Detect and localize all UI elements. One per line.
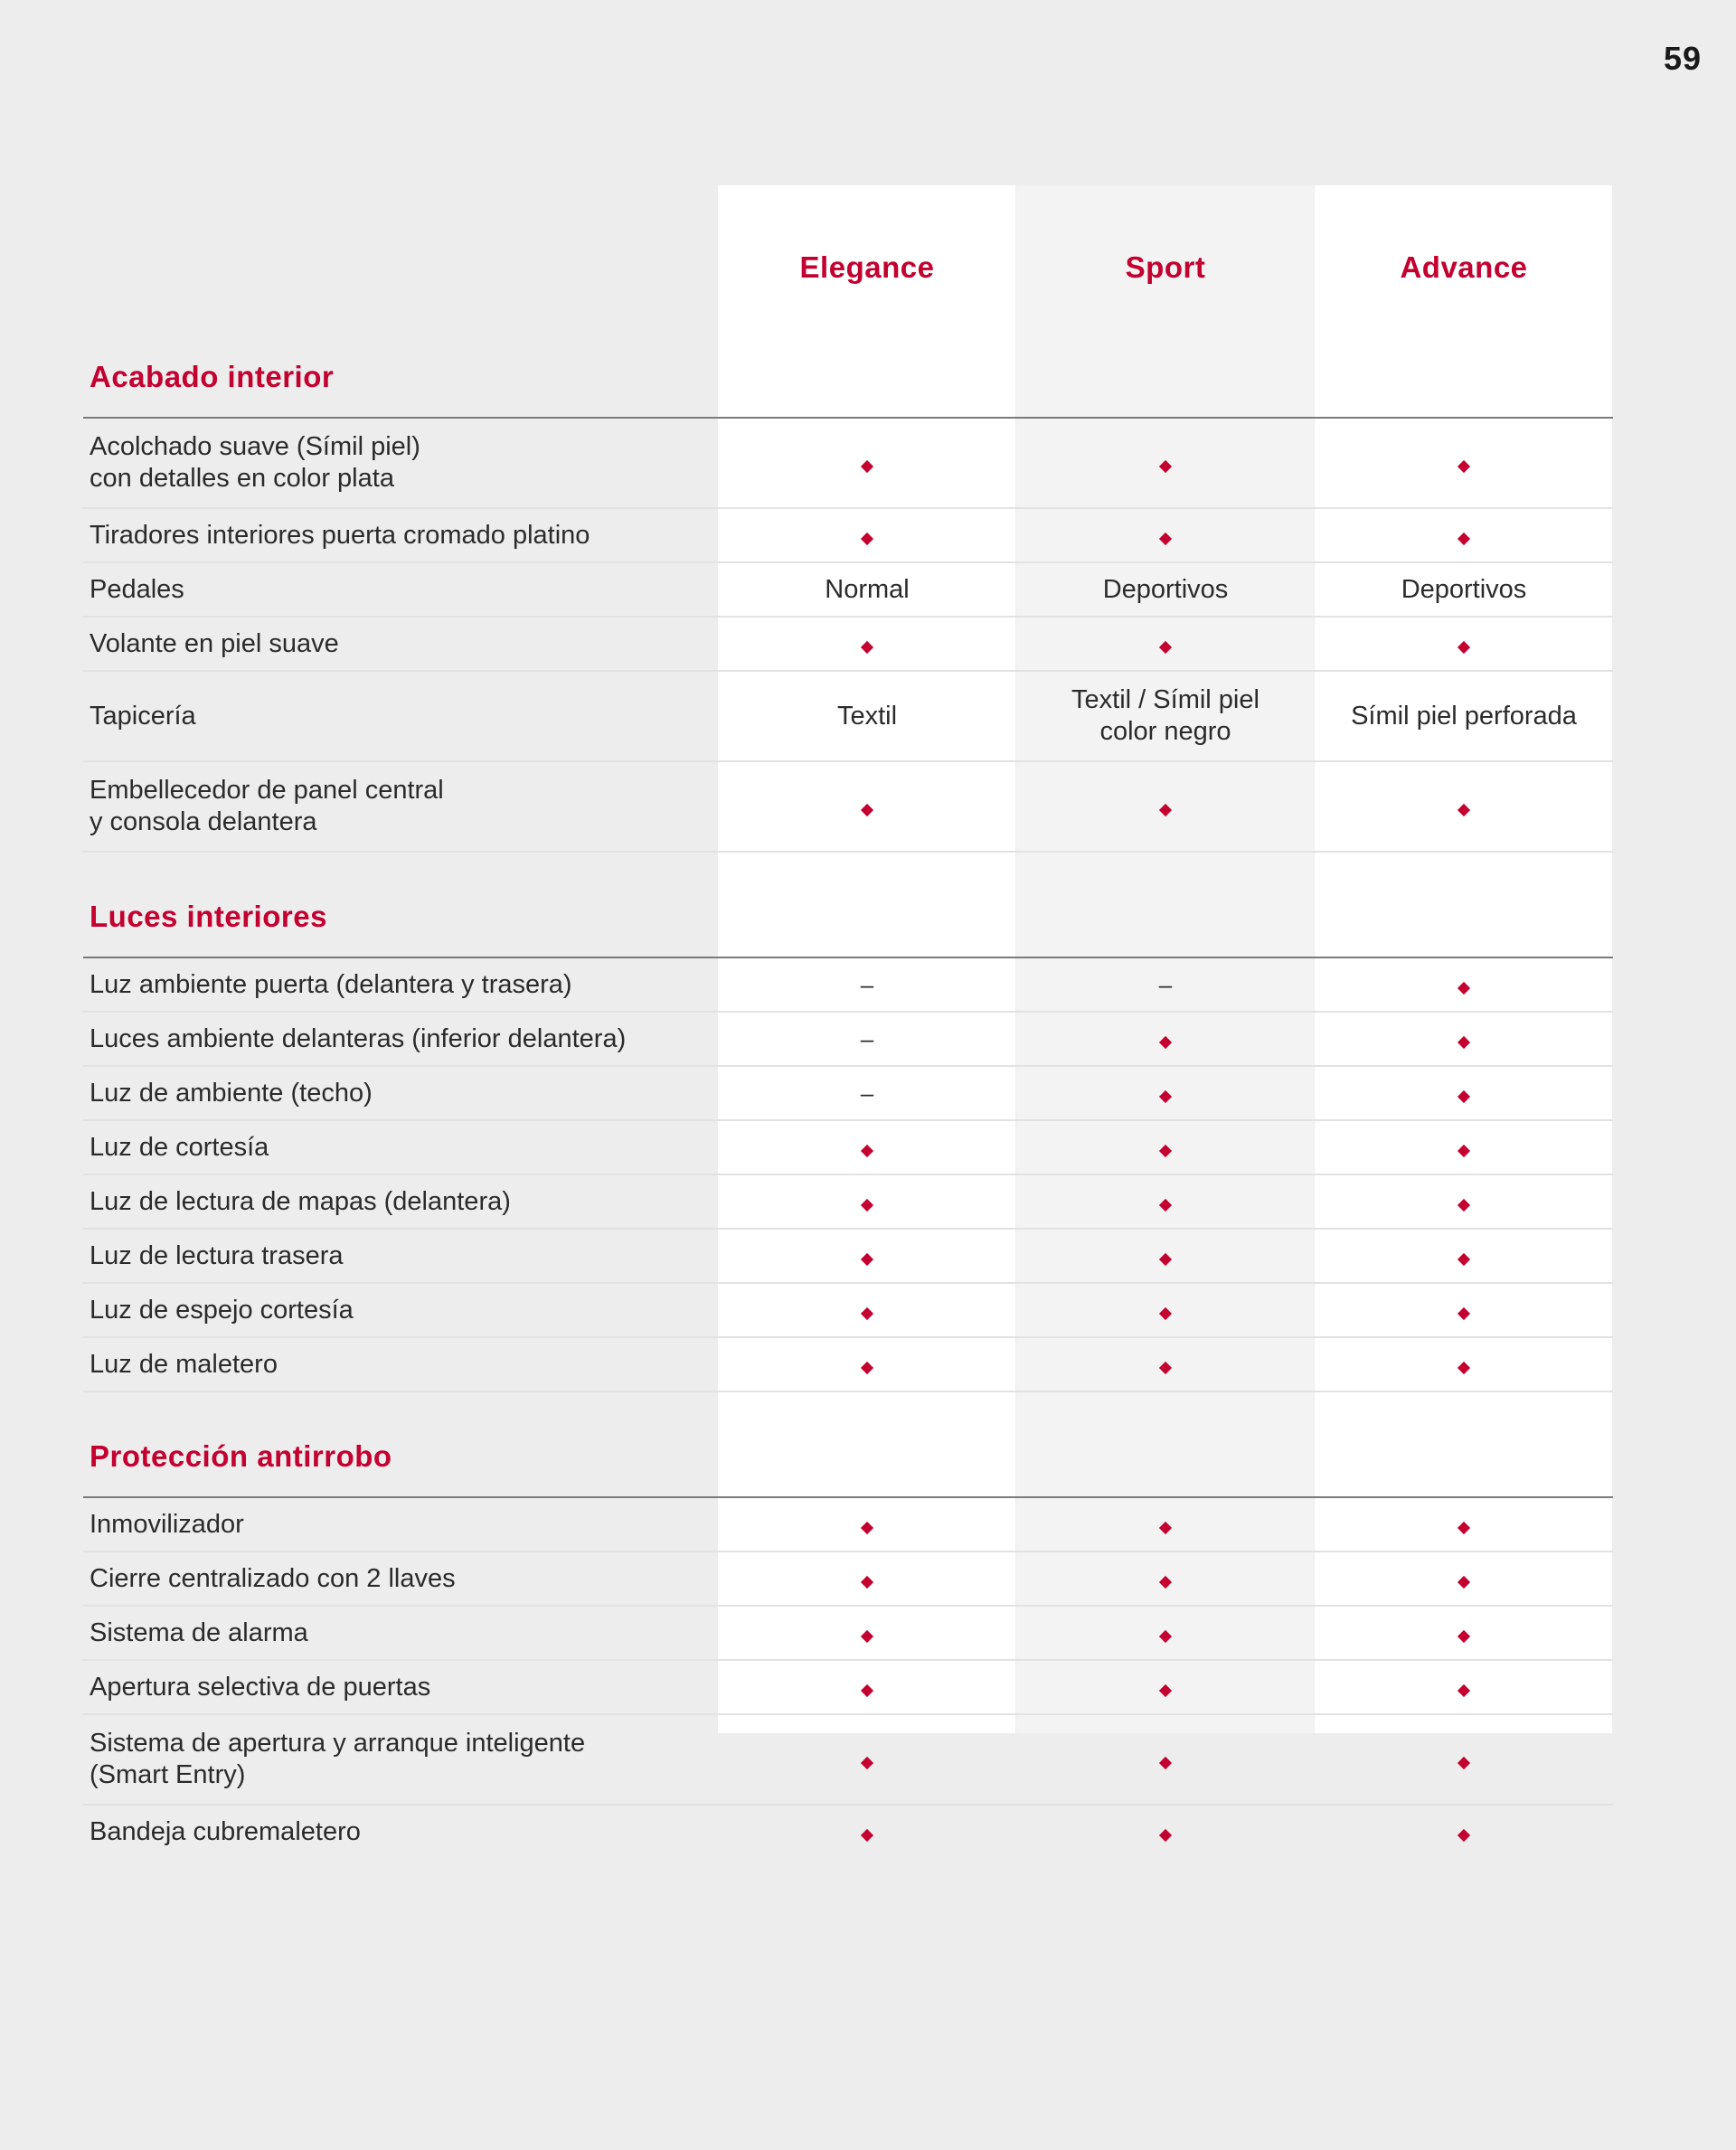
value-cell-advance	[1315, 1229, 1613, 1283]
diamond-bullet-icon	[1458, 1252, 1470, 1265]
diamond-bullet-icon	[861, 1629, 873, 1642]
feature-label-line: Luz de ambiente (techo)	[90, 1078, 373, 1108]
value-cell-sport	[1016, 671, 1315, 761]
diamond-bullet-icon	[1458, 1144, 1470, 1156]
feature-label-line: Volante en piel suave	[90, 628, 339, 658]
value-text: Textil	[836, 701, 898, 731]
table-row	[83, 1229, 1613, 1283]
diamond-bullet-icon	[1458, 1521, 1470, 1533]
table-row	[83, 1012, 1613, 1066]
section-title: Acabado interior	[83, 185, 718, 418]
value-cell-sport	[1016, 1283, 1315, 1337]
empty-section-cell	[718, 852, 1016, 957]
value-cell-sport	[1016, 1551, 1315, 1606]
value-cell-sport	[1016, 1174, 1315, 1229]
value-cell-elegance	[718, 761, 1016, 852]
diamond-bullet-icon	[861, 1361, 873, 1373]
feature-label	[83, 1229, 718, 1283]
empty-section-cell	[1315, 852, 1613, 957]
feature-label-line: Luz ambiente puerta (delantera y trasera)	[90, 969, 572, 999]
value-cell-elegance	[718, 562, 1016, 617]
section-title: Luces interiores	[83, 852, 718, 957]
value-cell-advance	[1315, 1283, 1613, 1337]
value-cell-advance	[1315, 1714, 1613, 1805]
value-cell-sport	[1016, 957, 1315, 1012]
value-text: Deportivos	[1102, 574, 1229, 604]
feature-label-line: Tapicería	[90, 701, 196, 731]
value-cell-elegance	[718, 1714, 1016, 1805]
value-cell-sport	[1016, 1012, 1315, 1066]
feature-label	[83, 418, 718, 508]
feature-label	[83, 617, 718, 671]
diamond-bullet-icon	[861, 1252, 873, 1265]
value-cell-elegance	[718, 1283, 1016, 1337]
diamond-bullet-icon	[861, 1756, 873, 1768]
diamond-bullet-icon	[861, 1521, 873, 1533]
value-cell-sport	[1016, 1229, 1315, 1283]
value-cell-sport	[1016, 1660, 1315, 1714]
value-cell-sport	[1016, 562, 1315, 617]
table-row	[83, 562, 1613, 617]
table-row	[83, 1805, 1613, 1858]
value-cell-advance	[1315, 761, 1613, 852]
diamond-bullet-icon	[1458, 640, 1470, 653]
empty-section-cell	[1315, 1391, 1613, 1497]
feature-label-line: (Smart Entry)	[90, 1760, 246, 1789]
section-header-row	[83, 1391, 1613, 1497]
diamond-bullet-icon	[1458, 1035, 1470, 1048]
value-cell-elegance	[718, 1606, 1016, 1660]
value-cell-advance	[1315, 671, 1613, 761]
value-cell-sport	[1016, 617, 1315, 671]
value-cell-advance	[1315, 562, 1613, 617]
value-cell-advance	[1315, 1337, 1613, 1391]
diamond-bullet-icon	[1159, 1306, 1172, 1319]
table-row	[83, 617, 1613, 671]
diamond-bullet-icon	[1458, 1089, 1470, 1102]
feature-label	[83, 508, 718, 562]
value-cell-sport	[1016, 418, 1315, 508]
feature-label	[83, 1066, 718, 1120]
feature-label-line: Tiradores interiores puerta cromado platino	[90, 520, 590, 550]
value-cell-sport	[1016, 508, 1315, 562]
diamond-bullet-icon	[1458, 1629, 1470, 1642]
feature-label-line: Luz de espejo cortesía	[90, 1295, 354, 1325]
diamond-bullet-icon	[1159, 1144, 1172, 1156]
table-row	[83, 761, 1613, 852]
feature-label-line: Pedales	[90, 574, 184, 604]
feature-label-line: Apertura selectiva de puertas	[90, 1672, 431, 1702]
diamond-bullet-icon	[1159, 1575, 1172, 1588]
diamond-bullet-icon	[861, 1144, 873, 1156]
diamond-bullet-icon	[1159, 1828, 1172, 1841]
table-row	[83, 1660, 1613, 1714]
value-cell-sport	[1016, 1066, 1315, 1120]
feature-label	[83, 671, 718, 761]
feature-label	[83, 1660, 718, 1714]
feature-label	[83, 1174, 718, 1229]
diamond-bullet-icon	[1458, 981, 1470, 994]
table-row	[83, 1606, 1613, 1660]
feature-label-line: Inmovilizador	[90, 1509, 244, 1539]
value-cell-elegance	[718, 1174, 1016, 1229]
feature-label	[83, 1283, 718, 1337]
feature-label	[83, 1714, 718, 1805]
diamond-bullet-icon	[1159, 1521, 1172, 1533]
diamond-bullet-icon	[1458, 1361, 1470, 1373]
value-cell-advance	[1315, 1066, 1613, 1120]
feature-label-line: Luz de lectura de mapas (delantera)	[90, 1186, 511, 1216]
value-text: Textil / Símil piel color negro	[1071, 685, 1260, 746]
feature-label	[83, 1805, 718, 1858]
value-cell-advance	[1315, 1660, 1613, 1714]
empty-section-cell	[1016, 852, 1315, 957]
feature-label-line: Acolchado suave (Símil piel)	[90, 432, 420, 461]
feature-label-line: con detalles en color plata	[90, 464, 394, 493]
diamond-bullet-icon	[1159, 803, 1172, 816]
variant-header-advance: Advance	[1315, 185, 1613, 418]
feature-label-line: Sistema de alarma	[90, 1617, 308, 1647]
value-cell-advance	[1315, 1805, 1613, 1858]
value-cell-advance	[1315, 1174, 1613, 1229]
diamond-bullet-icon	[1159, 1361, 1172, 1373]
diamond-bullet-icon	[1159, 640, 1172, 653]
value-cell-elegance	[718, 508, 1016, 562]
feature-label	[83, 1120, 718, 1174]
value-cell-sport	[1016, 761, 1315, 852]
value-cell-sport	[1016, 1337, 1315, 1391]
diamond-bullet-icon	[1458, 1198, 1470, 1211]
feature-label	[83, 1497, 718, 1551]
diamond-bullet-icon	[1159, 1252, 1172, 1265]
value-cell-elegance	[718, 1229, 1016, 1283]
diamond-bullet-icon	[861, 532, 873, 544]
value-cell-advance	[1315, 1606, 1613, 1660]
diamond-bullet-icon	[861, 1575, 873, 1588]
diamond-bullet-icon	[861, 1198, 873, 1211]
value-cell-sport	[1016, 1714, 1315, 1805]
feature-label-line: Luz de maletero	[90, 1349, 278, 1379]
value-text: Normal	[825, 574, 910, 604]
value-cell-elegance	[718, 617, 1016, 671]
diamond-bullet-icon	[1458, 459, 1470, 472]
section-header-row	[83, 852, 1613, 957]
empty-section-cell	[1016, 1391, 1315, 1497]
diamond-bullet-icon	[861, 1828, 873, 1841]
diamond-bullet-icon	[1458, 1756, 1470, 1768]
diamond-bullet-icon	[1458, 1683, 1470, 1696]
section-header-row	[83, 185, 1613, 418]
feature-label	[83, 1606, 718, 1660]
not-available-dash: –	[860, 1079, 874, 1107]
table-row	[83, 1551, 1613, 1606]
diamond-bullet-icon	[1159, 1035, 1172, 1048]
value-cell-sport	[1016, 1606, 1315, 1660]
diamond-bullet-icon	[1458, 1828, 1470, 1841]
feature-label-line: Sistema de apertura y arranque inteligente	[90, 1729, 586, 1758]
table-row	[83, 1714, 1613, 1805]
spec-table-wrapper	[83, 185, 1613, 1858]
diamond-bullet-icon	[1458, 1306, 1470, 1319]
table-row	[83, 1283, 1613, 1337]
value-text: Símil piel perforada	[1351, 701, 1577, 731]
value-cell-advance	[1315, 617, 1613, 671]
value-cell-elegance	[718, 1012, 1016, 1066]
table-row	[83, 418, 1613, 508]
table-row	[83, 1174, 1613, 1229]
table-row	[83, 957, 1613, 1012]
feature-label-line: Luces ambiente delanteras (inferior delantera)	[90, 1023, 627, 1053]
diamond-bullet-icon	[1458, 1575, 1470, 1588]
diamond-bullet-icon	[1159, 1683, 1172, 1696]
table-row	[83, 1066, 1613, 1120]
feature-label	[83, 1337, 718, 1391]
value-cell-sport	[1016, 1497, 1315, 1551]
value-cell-sport	[1016, 1805, 1315, 1858]
value-cell-elegance	[718, 1120, 1016, 1174]
diamond-bullet-icon	[1458, 532, 1470, 544]
diamond-bullet-icon	[861, 803, 873, 816]
feature-label-line: Bandeja cubremaletero	[90, 1816, 361, 1846]
table-row	[83, 508, 1613, 562]
value-cell-advance	[1315, 1551, 1613, 1606]
value-cell-elegance	[718, 1660, 1016, 1714]
table-row	[83, 1120, 1613, 1174]
diamond-bullet-icon	[1159, 459, 1172, 472]
feature-label-line: Luz de cortesía	[90, 1132, 269, 1162]
feature-label-line: Embellecedor de panel central	[90, 776, 444, 805]
feature-label	[83, 761, 718, 852]
value-cell-elegance	[718, 1337, 1016, 1391]
not-available-dash: –	[860, 970, 874, 998]
value-cell-elegance	[718, 1497, 1016, 1551]
value-cell-advance	[1315, 1012, 1613, 1066]
feature-label	[83, 562, 718, 617]
feature-label-line: Luz de lectura trasera	[90, 1240, 344, 1270]
diamond-bullet-icon	[1159, 1629, 1172, 1642]
diamond-bullet-icon	[1159, 532, 1172, 544]
diamond-bullet-icon	[1159, 1198, 1172, 1211]
value-cell-elegance	[718, 1805, 1016, 1858]
value-cell-elegance	[718, 418, 1016, 508]
page-number: 59	[1663, 40, 1702, 77]
section-title: Protección antirrobo	[83, 1391, 718, 1497]
value-text: Deportivos	[1401, 574, 1527, 604]
variant-header-sport: Sport	[1016, 185, 1315, 418]
value-cell-sport	[1016, 1120, 1315, 1174]
not-available-dash: –	[1158, 970, 1173, 998]
value-cell-advance	[1315, 1497, 1613, 1551]
value-cell-advance	[1315, 957, 1613, 1012]
diamond-bullet-icon	[1159, 1089, 1172, 1102]
feature-label	[83, 1551, 718, 1606]
not-available-dash: –	[860, 1024, 874, 1052]
table-row	[83, 671, 1613, 761]
feature-label	[83, 1012, 718, 1066]
value-cell-elegance	[718, 1551, 1016, 1606]
value-cell-elegance	[718, 957, 1016, 1012]
spec-table	[83, 185, 1613, 1858]
value-cell-advance	[1315, 508, 1613, 562]
variant-header-elegance: Elegance	[718, 185, 1016, 418]
diamond-bullet-icon	[861, 1306, 873, 1319]
value-cell-advance	[1315, 418, 1613, 508]
diamond-bullet-icon	[861, 640, 873, 653]
value-cell-elegance	[718, 1066, 1016, 1120]
diamond-bullet-icon	[1458, 803, 1470, 816]
feature-label-line: y consola delantera	[90, 807, 317, 836]
diamond-bullet-icon	[861, 1683, 873, 1696]
diamond-bullet-icon	[1159, 1756, 1172, 1768]
empty-section-cell	[718, 1391, 1016, 1497]
value-cell-elegance	[718, 671, 1016, 761]
diamond-bullet-icon	[861, 459, 873, 472]
table-row	[83, 1497, 1613, 1551]
feature-label-line: Cierre centralizado con 2 llaves	[90, 1563, 456, 1593]
table-row	[83, 1337, 1613, 1391]
feature-label	[83, 957, 718, 1012]
value-cell-advance	[1315, 1120, 1613, 1174]
